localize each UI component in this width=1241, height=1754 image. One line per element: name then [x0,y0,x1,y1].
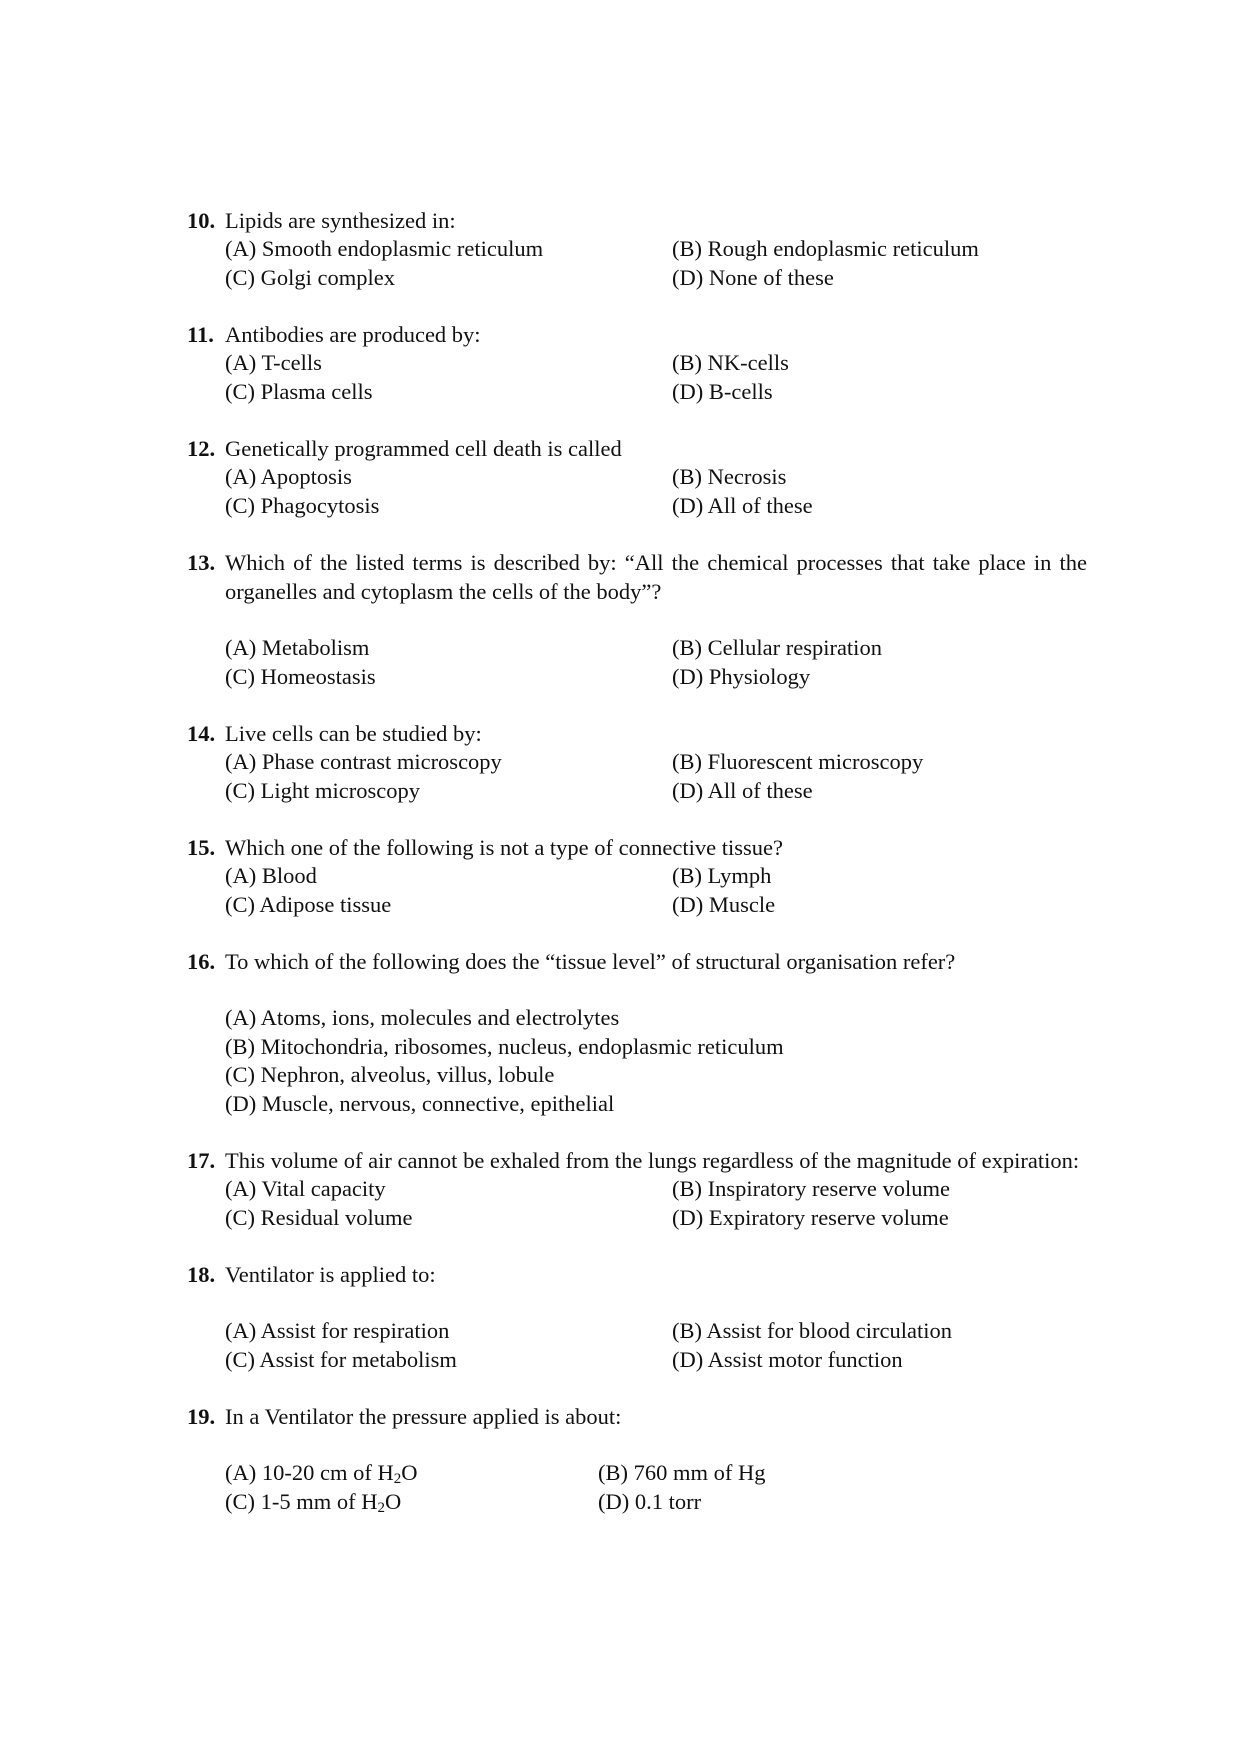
option-d: (D) Physiology [672,663,811,689]
option-d: (D) None of these [672,264,834,290]
option-c: (C) Nephron, alveolus, villus, lobule [225,1062,555,1087]
option-b: (B) Mitochondria, ribosomes, nucleus, endoplasmic reticulum [225,1033,784,1059]
option-a: (A) Assist for respiration [225,1318,450,1343]
question-number: 16. [187,949,216,974]
question-stem: To which of the following does the “tissue level” of structural organisation refer? [225,949,956,974]
question-stem: In a Ventilator the pressure applied is about: [225,1404,622,1429]
option-a: (A) Smooth endoplasmic reticulum [225,236,544,261]
option-d: (D) Expiratory reserve volume [672,1204,949,1230]
option-d: (D) Muscle [672,891,776,917]
option-a: (A) Apoptosis [225,464,352,489]
question-number: 18. [187,1262,216,1287]
question-stem: Which one of the following is not a type of connective tissue? [225,835,783,860]
option-b: (B) Assist for blood circulation [672,1318,952,1343]
question-number: 13. [187,550,216,575]
option-b: (B) NK-cells [672,350,789,375]
option-a: (A) Blood [225,863,317,888]
question-14 [187,719,1087,805]
option-b: (B) Lymph [672,863,772,888]
question-stem: Which of the listed terms is described by: “All the chemical processes that take place in the organelles and cytoplasm the cells of the body”? [225,550,1087,604]
option-b: (B) Inspiratory reserve volume [672,1176,951,1201]
option-c: (C) Homeostasis [225,663,376,689]
option-c: (C) Adipose tissue [225,891,392,917]
question-18 [187,1260,1087,1374]
question-number: 15. [187,835,216,860]
question-17 [187,1146,1087,1232]
option-d: (D) Assist motor function [672,1346,903,1372]
option-c: (C) Plasma cells [225,378,373,404]
option-d: (D) B-cells [672,378,773,404]
question-13 [187,548,1087,691]
question-19 [187,1402,1087,1516]
question-16 [187,947,1087,1118]
option-b: (B) 760 mm of Hg [598,1460,766,1485]
question-stem: Lipids are synthesized in: [225,208,456,233]
question-stem: Genetically programmed cell death is called [225,436,622,461]
question-number: 14. [187,721,216,746]
question-number: 19. [187,1404,216,1429]
question-page [187,206,1087,1516]
option-a: (A) Vital capacity [225,1176,386,1201]
option-b: (B) Necrosis [672,464,787,489]
question-stem: Live cells can be studied by: [225,721,482,746]
option-d: (D) All of these [672,492,813,518]
question-11 [187,320,1087,406]
option-d: (D) 0.1 torr [598,1488,702,1514]
option-c: (C) 1-5 mm of $H_2O$ [225,1488,402,1516]
question-number: 10. [187,208,216,233]
question-number: 12. [187,436,216,461]
option-b: (B) Fluorescent microscopy [672,749,924,774]
option-c: (C) Assist for metabolism [225,1346,457,1372]
question-stem: This volume of air cannot be exhaled from the lungs regardless of the magnitude of expiration: [225,1148,1080,1173]
question-number: 17. [187,1148,216,1173]
question-12 [187,434,1087,520]
option-c: (C) Light microscopy [225,777,420,803]
question-10 [187,206,1087,292]
option-b: (B) Rough endoplasmic reticulum [672,236,979,261]
question-stem: Antibodies are produced by: [225,322,481,347]
question-stem: Ventilator is applied to: [225,1262,436,1287]
question-15 [187,833,1087,919]
option-b: (B) Cellular respiration [672,635,882,660]
option-c: (C) Residual volume [225,1204,413,1230]
option-a: (A) T-cells [225,350,322,375]
option-d: (D) All of these [672,777,813,803]
option-a: (A) Metabolism [225,635,370,660]
option-a: (A) Atoms, ions, molecules and electrolytes [225,1005,620,1030]
option-c: (C) Golgi complex [225,264,395,290]
option-c: (C) Phagocytosis [225,492,380,518]
question-number: 11. [187,322,214,347]
option-a: (A) 10-20 cm of $H_2O$ [225,1460,418,1487]
option-a: (A) Phase contrast microscopy [225,749,502,774]
option-d: (D) Muscle, nervous, connective, epithelial [225,1090,615,1116]
